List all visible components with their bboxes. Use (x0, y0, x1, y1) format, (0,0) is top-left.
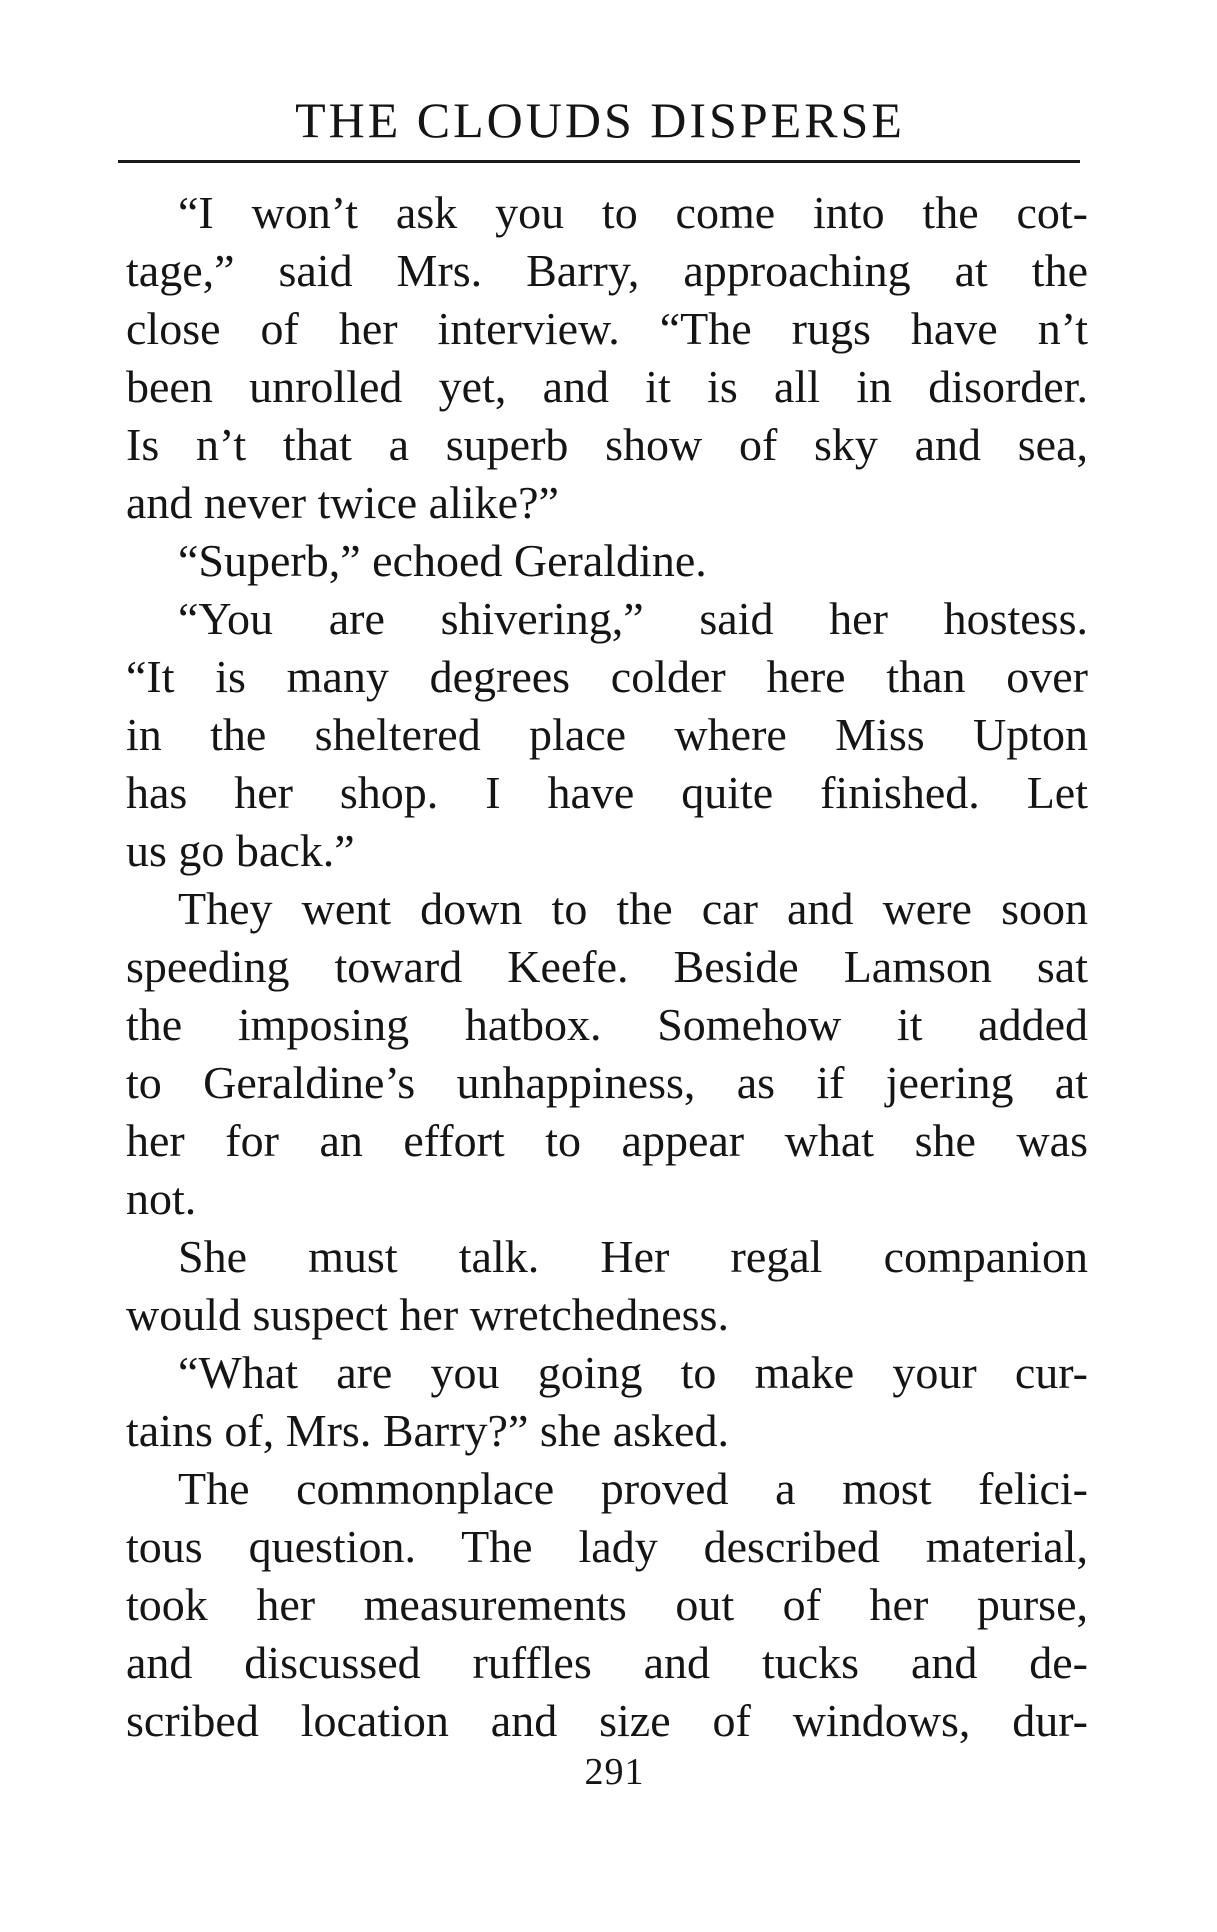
text-line: to Geraldine’s unhappiness, as if jeering at (126, 1057, 1088, 1108)
text-line: in the sheltered place where Miss Upton (126, 709, 1088, 760)
text-line: “It is many degrees colder here than over (126, 651, 1088, 702)
text-line: and discussed ruffles and tucks and de- (126, 1637, 1088, 1688)
body-text (126, 184, 1088, 1750)
text-line: us go back.” (126, 825, 355, 876)
text-line: speeding toward Keefe. Beside Lamson sat (126, 941, 1088, 992)
text-line: “Superb,” echoed Geraldine. (178, 535, 707, 586)
text-line: She must talk. Her regal companion (178, 1231, 1088, 1282)
text-line: They went down to the car and were soon (178, 883, 1088, 934)
text-line: Is n’t that a superb show of sky and sea, (126, 419, 1088, 470)
running-head: THE CLOUDS DISPERSE (295, 92, 905, 148)
text-line: scribed location and size of windows, dur- (126, 1695, 1088, 1746)
text-line: took her measurements out of her purse, (126, 1579, 1088, 1630)
text-line: the imposing hatbox. Somehow it added (126, 999, 1088, 1050)
page-number: 291 (584, 1751, 645, 1793)
text-line: tous question. The lady described material, (126, 1521, 1088, 1572)
text-line: not. (126, 1173, 197, 1224)
text-line: tage,” said Mrs. Barry, approaching at the (126, 245, 1088, 296)
text-line: her for an effort to appear what she was (126, 1115, 1088, 1166)
text-line: The commonplace proved a most felici- (178, 1463, 1088, 1514)
header-rule (118, 160, 1080, 163)
text-line: and never twice alike?” (126, 477, 559, 528)
text-line: would suspect her wretchedness. (126, 1289, 729, 1340)
text-line: “What are you going to make your cur- (178, 1347, 1088, 1398)
text-line: “You are shivering,” said her hostess. (178, 593, 1088, 644)
text-line: tains of, Mrs. Barry?” she asked. (126, 1405, 729, 1456)
text-line: been unrolled yet, and it is all in disorder. (126, 361, 1088, 412)
text-line: close of her interview. “The rugs have n’t (126, 303, 1088, 354)
text-line: has her shop. I have quite finished. Let (126, 767, 1088, 818)
text-line: “I won’t ask you to come into the cot- (178, 187, 1088, 238)
